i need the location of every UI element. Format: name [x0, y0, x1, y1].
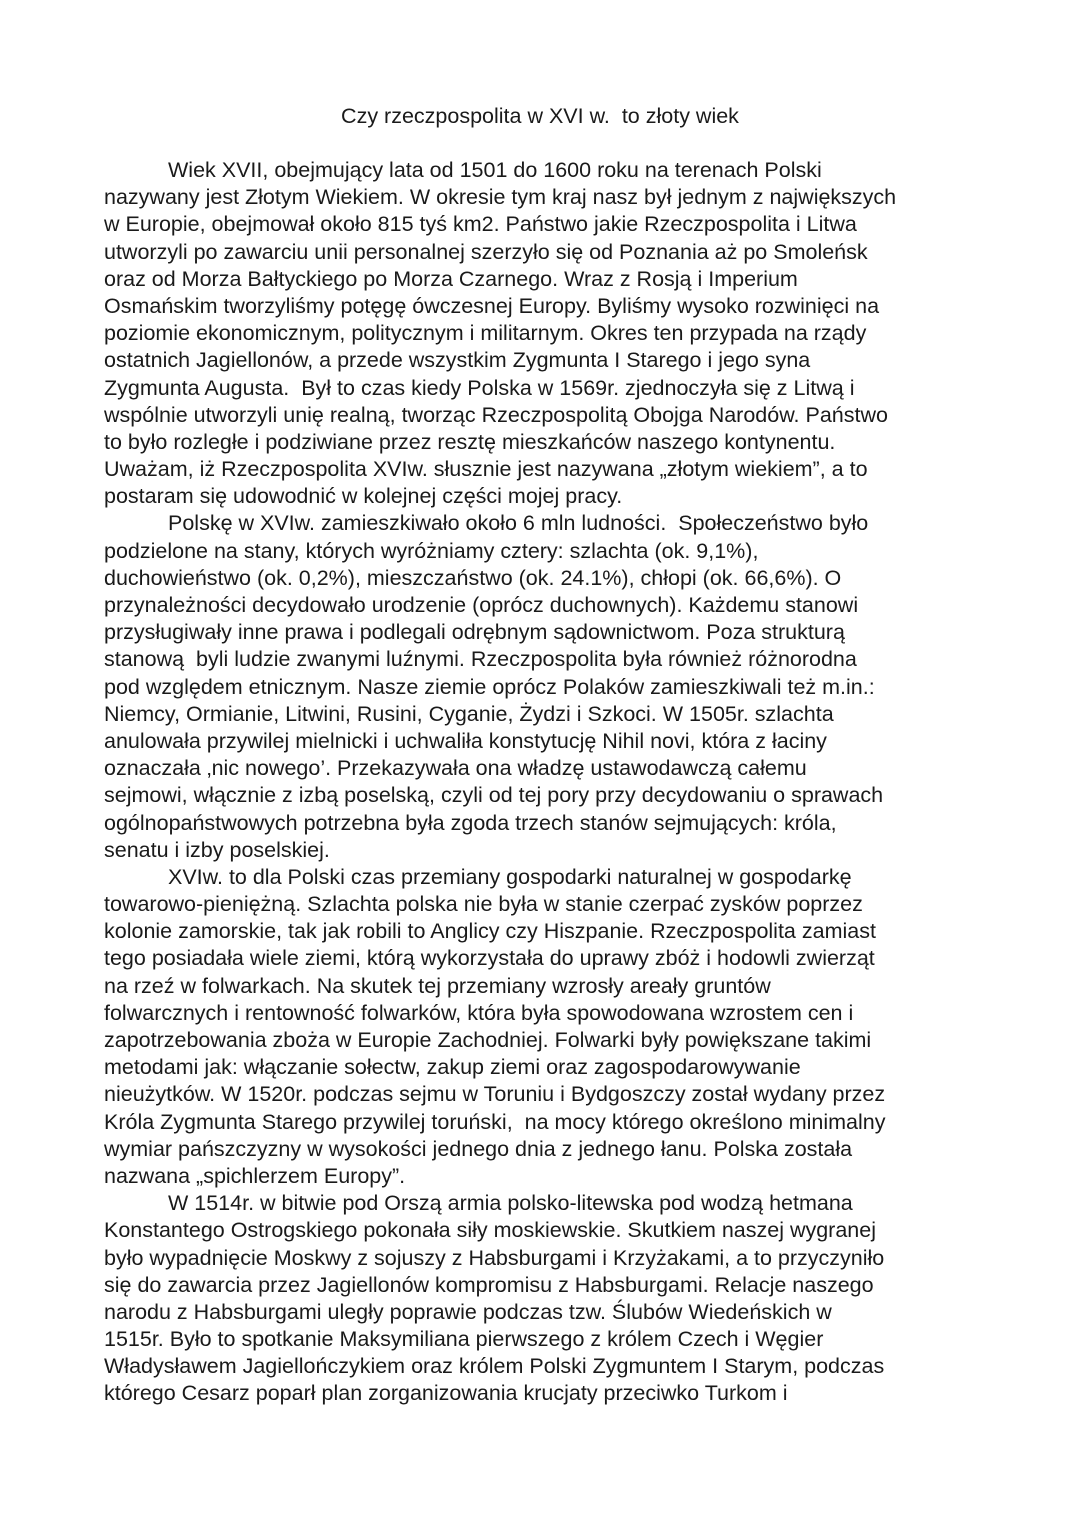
text-line: Króla Zygmunta Starego przywilej toruński, na mocy którego określono minimalny: [104, 1109, 886, 1134]
text-line: folwarcznych i rentowność folwarków, która była spowodowana wzrostem cen i: [104, 1000, 854, 1025]
document-body: [104, 157, 984, 1408]
text-line: kolonie zamorskie, tak jak robili to Anglicy czy Hiszpanie. Rzeczpospolita zamiast: [104, 919, 876, 944]
text-line: Uważam, iż Rzeczpospolita XVIw. słusznie jest nazywana „złotym wiekiem”, a to: [104, 457, 868, 482]
text-line: Osmańskim tworzyliśmy potęgę ówczesnej Europy. Byliśmy wysoko rozwinięci na: [104, 293, 880, 318]
text-line: Konstantego Ostrogskiego pokonała siły moskiewskie. Skutkiem naszej wygranej: [104, 1218, 876, 1243]
text-line: 1515r. Było to spotkanie Maksymiliana pierwszego z królem Czech i Węgier: [104, 1327, 824, 1352]
text-line: nazwana „spichlerzem Europy”.: [104, 1163, 406, 1188]
text-line: metodami jak: włączanie sołectw, zakup ziemi oraz zagospodarowywanie: [104, 1055, 801, 1080]
text-line: przysługiwały inne prawa i podlegali odrębnym sądownictwom. Poza strukturą: [104, 620, 845, 645]
text-line: Zygmunta Augusta. Był to czas kiedy Polska w 1569r. zjednoczyła się z Litwą i: [104, 375, 855, 400]
text-line: to było rozległe i podziwiane przez resztę mieszkańców naszego kontynentu.: [104, 429, 836, 454]
text-line: duchowieństwo (ok. 0,2%), mieszczaństwo (ok. 24.1%), chłopi (ok. 66,6%). O: [104, 565, 842, 590]
text-line: W 1514r. w bitwie pod Orszą armia polsko-litewska pod wodzą hetmana: [168, 1191, 853, 1216]
text-line: Polskę w XVIw. zamieszkiwało około 6 mln ludności. Społeczeństwo było: [168, 511, 869, 536]
text-line: ostatnich Jagiellonów, a przede wszystkim Zygmunta I Starego i jego syna: [104, 348, 811, 373]
text-line: sejmowi, włącznie z izbą poselską, czyli od tej pory przy decydowaniu o sprawach: [104, 783, 884, 808]
text-line: Wiek XVII, obejmujący lata od 1501 do 1600 roku na terenach Polski: [168, 158, 822, 182]
text-line: nazywany jest Złotym Wiekiem. W okresie tym kraj nasz był jednym z największych: [104, 185, 897, 210]
text-line: stanową byli ludzie zwanymi luźnymi. Rzeczpospolita była również różnorodna: [104, 647, 857, 672]
text-line: Władysławem Jagiellończykiem oraz królem Polski Zygmuntem I Starym, podczas: [104, 1354, 885, 1379]
paragraph-3: [104, 864, 984, 1190]
text-line: tego posiadała wiele ziemi, którą wykorzystała do uprawy zbóż i hodowli zwierząt: [104, 946, 875, 971]
document-title: Czy rzeczpospolita w XVI w. to złoty wiek: [341, 104, 739, 128]
text-line: Niemcy, Ormianie, Litwini, Rusini, Cyganie, Żydzi i Szkoci. W 1505r. szlachta: [104, 701, 834, 726]
text-line: narodu z Habsburgami uległy poprawie podczas tzw. Ślubów Wiedeńskich w: [104, 1299, 832, 1324]
text-line: którego Cesarz poparł plan zorganizowania krucjaty przeciwko Turkom i: [104, 1381, 788, 1406]
text-line: zapotrzebowania zboża w Europie Zachodniej. Folwarki były powiększane takimi: [104, 1028, 872, 1052]
text-line: oznaczała ‚nic nowego’. Przekazywała ona władzę ustawodawczą całemu: [104, 756, 807, 781]
text-line: anulowała przywilej mielnicki i uchwaliła konstytucję Nihil novi, która z łaciny: [104, 728, 827, 753]
text-line: nieużytków. W 1520r. podczas sejmu w Toruniu i Bydgoszczy został wydany przez: [104, 1082, 886, 1107]
text-line: na rzeź w folwarkach. Na skutek tej przemiany wzrosły areały gruntów: [104, 973, 771, 998]
text-line: wymiar pańszczyzny w wysokości jednego dnia z jednego łanu. Polska została: [104, 1136, 853, 1161]
text-line: poziomie ekonomicznym, politycznym i militarnym. Okres ten przypada na rządy: [104, 321, 867, 346]
text-line: towarowo-pieniężną. Szlachta polska nie była w stanie czerpać zysków poprzez: [104, 892, 863, 917]
text-line: wspólnie utworzyli unię realną, tworząc Rzeczpospolitą Obojga Narodów. Państwo: [104, 402, 888, 427]
text-line: senatu i izby poselskiej.: [104, 837, 330, 862]
text-line: było wypadnięcie Moskwy z sojuszy z Habsburgami i Krzyżakami, a to przyczyniło: [104, 1245, 885, 1270]
text-line: przynależności decydowało urodzenie (oprócz duchownych). Każdemu stanowi: [104, 593, 859, 617]
text-line: w Europie, obejmował około 815 tyś km2. Państwo jakie Rzeczpospolita i Litwa: [104, 212, 857, 237]
paragraph-2: [104, 510, 984, 863]
paragraph-1: [104, 157, 984, 510]
text-line: ogólnopaństwowych potrzebna była zgoda trzech stanów sejmujących: króla,: [104, 810, 837, 835]
text-line: się do zawarcia przez Jagiellonów kompromisu z Habsburgami. Relacje naszego: [104, 1272, 874, 1297]
text-line: oraz od Morza Bałtyckiego po Morza Czarnego. Wraz z Rosją i Imperium: [104, 266, 798, 291]
text-line: XVIw. to dla Polski czas przemiany gospodarki naturalnej w gospodarkę: [168, 864, 852, 889]
text-line: pod względem etnicznym. Nasze ziemie oprócz Polaków zamieszkiwali też m.in.:: [104, 674, 875, 699]
text-line: utworzyli po zawarciu unii personalnej szerzyło się od Poznania aż po Smoleńsk: [104, 239, 868, 264]
text-line: podzielone na stany, których wyróżniamy cztery: szlachta (ok. 9,1%),: [104, 538, 759, 563]
paragraph-4: [104, 1190, 984, 1408]
text-line: postaram się udowodnić w kolejnej części mojej pracy.: [104, 484, 623, 509]
